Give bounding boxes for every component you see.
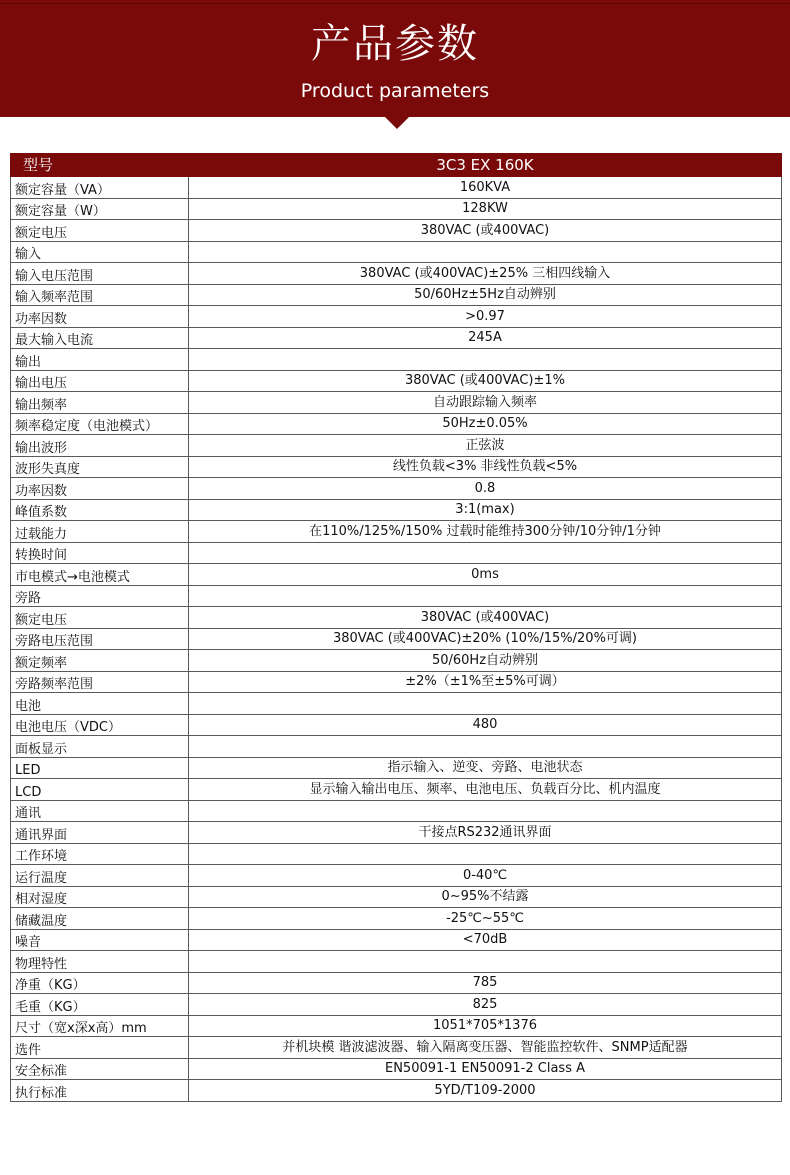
row-value: 245A [189,327,782,349]
table-row [11,478,782,500]
row-label: LCD [11,779,189,801]
table-row [11,220,782,242]
section-row [11,349,782,371]
row-label: 频率稳定度（电池模式） [11,413,189,435]
section-row [11,951,782,973]
row-value [189,693,782,715]
row-label: 输入 [11,241,189,263]
row-value: 正弦波 [189,435,782,457]
row-value: 785 [189,972,782,994]
row-label: 功率因数 [11,306,189,328]
row-value [189,800,782,822]
row-label: 通讯界面 [11,822,189,844]
table-row [11,198,782,220]
row-value: >0.97 [189,306,782,328]
table-row [11,607,782,629]
row-label: 毛重（KG） [11,994,189,1016]
row-value: 显示输入输出电压、频率、电池电压、负载百分比、机内温度 [189,779,782,801]
spec-table [10,153,782,1102]
table-row [11,886,782,908]
row-value [189,241,782,263]
table-row [11,435,782,457]
row-label: 额定容量（VA） [11,177,189,199]
row-label: 额定电压 [11,220,189,242]
row-value: 3:1(max) [189,499,782,521]
row-label: 电池电压（VDC） [11,714,189,736]
row-label: 执行标准 [11,1080,189,1102]
row-value: ±2%（±1%至±5%可调） [189,671,782,693]
row-label: 输出频率 [11,392,189,414]
table-row [11,628,782,650]
row-value: 380VAC (或400VAC)±25% 三相四线输入 [189,263,782,285]
row-value [189,585,782,607]
row-label: 选件 [11,1037,189,1059]
banner-top-line [0,3,790,4]
row-label: 转换时间 [11,542,189,564]
row-label: 额定容量（W） [11,198,189,220]
table-row [11,306,782,328]
row-label: 储藏温度 [11,908,189,930]
row-label: 额定电压 [11,607,189,629]
table-row [11,499,782,521]
row-value [189,349,782,371]
row-label: 峰值系数 [11,499,189,521]
row-label: 运行温度 [11,865,189,887]
row-value: 50Hz±0.05% [189,413,782,435]
row-value: 825 [189,994,782,1016]
table-row [11,521,782,543]
row-value: 380VAC (或400VAC) [189,220,782,242]
section-row [11,542,782,564]
row-value: 380VAC (或400VAC)±20% (10%/15%/20%可调) [189,628,782,650]
table-row [11,392,782,414]
section-row [11,693,782,715]
row-value: -25℃~55℃ [189,908,782,930]
table-row [11,370,782,392]
row-label: 旁路电压范围 [11,628,189,650]
table-row [11,263,782,285]
table-row [11,714,782,736]
row-label: 额定频率 [11,650,189,672]
table-row [11,1080,782,1102]
row-value: 在110%/125%/150% 过载时能维持300分钟/10分钟/1分钟 [189,521,782,543]
row-label: 功率因数 [11,478,189,500]
row-value: <70dB [189,929,782,951]
table-row [11,929,782,951]
row-label: 输出 [11,349,189,371]
row-value [189,843,782,865]
row-label: 净重（KG） [11,972,189,994]
row-label: 输入电压范围 [11,263,189,285]
row-label: 过载能力 [11,521,189,543]
model-value: 3C3 EX 160K [189,154,782,177]
row-label: 旁路 [11,585,189,607]
row-label: 尺寸（宽x深x高）mm [11,1015,189,1037]
table-row [11,908,782,930]
row-value: 0ms [189,564,782,586]
row-value: 0~95%不结露 [189,886,782,908]
row-value: 指示输入、逆变、旁路、电池状态 [189,757,782,779]
row-label: 电池 [11,693,189,715]
table-row [11,1058,782,1080]
row-value: 128KW [189,198,782,220]
table-row [11,284,782,306]
row-label: 输入频率范围 [11,284,189,306]
row-label: 相对湿度 [11,886,189,908]
table-header-row [11,154,782,177]
table-row [11,456,782,478]
table-row [11,650,782,672]
row-value: 5YD/T109-2000 [189,1080,782,1102]
row-label: 市电模式→电池模式 [11,564,189,586]
row-label: 输出波形 [11,435,189,457]
row-label: 工作环境 [11,843,189,865]
row-label: 通讯 [11,800,189,822]
table-row [11,779,782,801]
row-label: 波形失真度 [11,456,189,478]
row-value [189,542,782,564]
row-value: 1051*705*1376 [189,1015,782,1037]
table-row [11,671,782,693]
section-row [11,585,782,607]
row-label: 噪音 [11,929,189,951]
section-row [11,736,782,758]
banner-arrow-icon [384,116,410,129]
table-row [11,757,782,779]
section-row [11,241,782,263]
row-label: 旁路频率范围 [11,671,189,693]
row-value [189,736,782,758]
row-value: 0.8 [189,478,782,500]
row-value: 干接点RS232通讯界面 [189,822,782,844]
table-row [11,327,782,349]
row-value: 380VAC (或400VAC) [189,607,782,629]
table-row [11,413,782,435]
model-label: 型号 [11,154,189,177]
page-title: 产品参数 [311,21,479,67]
row-label: 物理特性 [11,951,189,973]
row-value: EN50091-1 EN50091-2 Class A [189,1058,782,1080]
header-banner [0,0,790,117]
row-label: 最大输入电流 [11,327,189,349]
table-row [11,1015,782,1037]
row-value: 50/60Hz±5Hz自动辨别 [189,284,782,306]
row-label: 安全标准 [11,1058,189,1080]
table-row [11,1037,782,1059]
row-label: 面板显示 [11,736,189,758]
row-value: 480 [189,714,782,736]
row-value: 线性负载<3% 非线性负载<5% [189,456,782,478]
row-value: 自动跟踪输入频率 [189,392,782,414]
row-value: 并机块模 谐波滤波器、输入隔离变压器、智能监控软件、SNMP适配器 [189,1037,782,1059]
row-value: 0-40℃ [189,865,782,887]
row-value: 160KVA [189,177,782,199]
row-value: 50/60Hz自动辨别 [189,650,782,672]
table-row [11,822,782,844]
section-row [11,843,782,865]
table-row [11,972,782,994]
page-subtitle: Product parameters [300,80,490,102]
table-row [11,865,782,887]
row-value [189,951,782,973]
section-row [11,800,782,822]
table-row [11,177,782,199]
table-row [11,994,782,1016]
row-label: 输出电压 [11,370,189,392]
table-row [11,564,782,586]
row-value: 380VAC (或400VAC)±1% [189,370,782,392]
row-label: LED [11,757,189,779]
